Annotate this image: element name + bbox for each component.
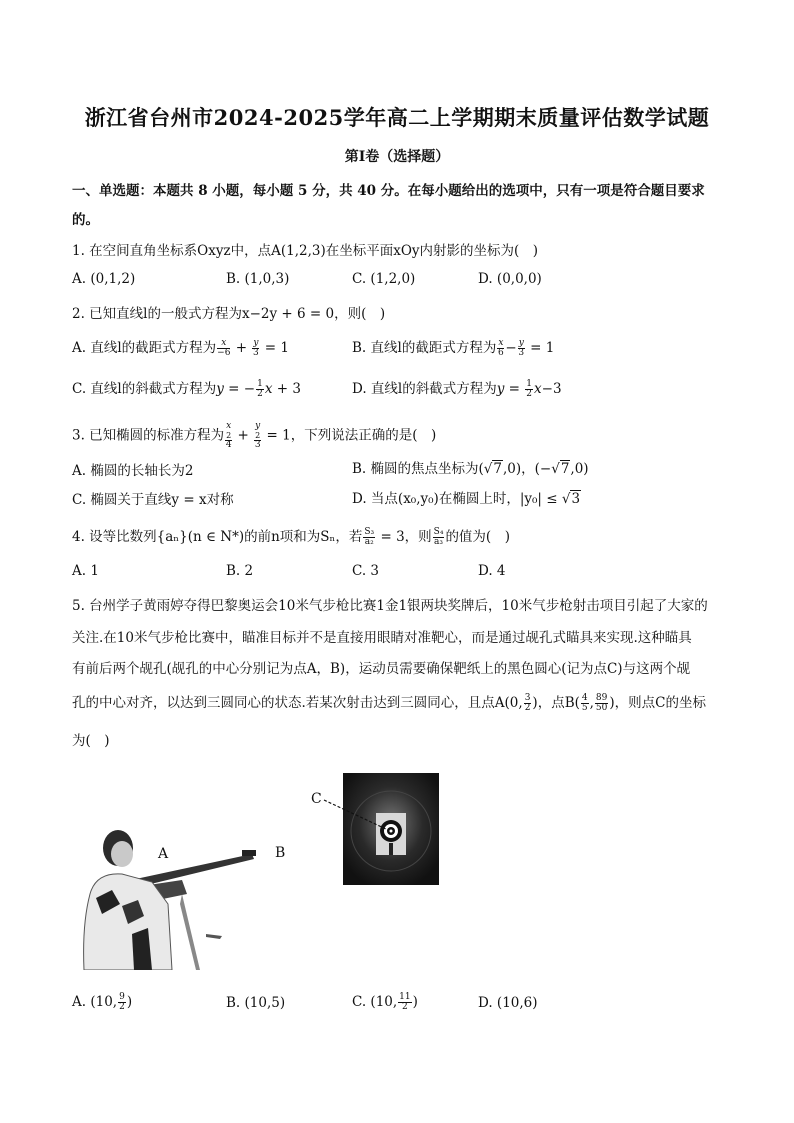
section-heading-line2: 的。 [72,212,99,228]
volume-title: 第Ⅰ卷（选择题） [344,149,450,165]
q3-option-c: C. 椭圆关于直线y = x对称 [72,492,234,508]
q1-option-c: C. (1,2,0) [352,271,416,287]
q2-option-a: A. 直线l的截距式方程为 $\frac{x}{-6}$ + $\frac{y}{3}$ = 1 [72,338,289,358]
section-heading-line1: 一、单选题：本题共 8 小题，每小题 5 分，共 40 分。在每小题给出的选项中，只有一项是符合题目要求 [72,183,705,199]
q2-option-d: D. 直线l的斜截式方程为y = $\frac{1}{2}$ x−3 [352,379,562,399]
shooter-photo [82,824,282,970]
q4-option-b: B. 2 [226,563,254,579]
q3-option-b: B. 椭圆的焦点坐标为(√7,0)，(−√7,0) [352,461,589,477]
pointer-line-c [322,796,392,836]
q4-option-d: D. 4 [478,563,506,579]
q5-stem-line3: 有前后两个觇孔(觇孔的中心分别记为点A，B)，运动员需要确保靶纸上的黑色圆心(记为点C)与这两个觇 [72,661,691,677]
q3-stem: 3. 已知椭圆的标准方程为 x 2 4 + y 2 3 = 1，下列说法正确的是( ) [72,421,437,450]
q5-option-d: D. (10,6) [478,995,538,1011]
q1-stem: 1. 在空间直角坐标系Oxyz中，点A(1,2,3)在坐标平面xOy内射影的坐标为( ) [72,243,539,259]
q5-stem-line5: 为( ) [72,733,110,749]
q5-stem-line4: 孔的中心对齐，以达到三圆同心的状态.若某次射击达到三圆同心，且点A(0, $\frac{3}{2}$ )，点B( $\frac{4}{5}$ , $\frac{89}{50}$ )，则点C的坐标 [72,693,706,713]
page-title: 浙江省台州市2024-2025学年高二上学期期末质量评估数学试题 [84,105,710,130]
figure-label-c: C [311,791,322,807]
q1-option-d: D. (0,0,0) [478,271,542,287]
q3-option-d: D. 当点(x₀,y₀)在椭圆上时，|y₀| ≤ √3 [352,491,581,507]
q4-option-a: A. 1 [72,563,99,579]
q1-option-a: A. (0,1,2) [72,271,136,287]
q2-option-c: C. 直线l的斜截式方程为y = − $\frac{1}{2}$ x + 3 [72,379,301,399]
q4-option-c: C. 3 [352,563,380,579]
q5-stem-line2: 关注.在10米气步枪比赛中，瞄准目标并不是直接用眼睛对准靶心，而是通过觇孔式瞄具来实现.这种瞄具 [72,630,692,646]
q1-option-b: B. (1,0,3) [226,271,290,287]
q5-option-b: B. (10,5) [226,995,286,1011]
q5-option-c: C. (10, $\frac{11}{2}$ ) [352,992,418,1012]
q4-stem: 4. 设等比数列{aₙ}(n ∈ N*)的前n项和为Sₙ，若 $\frac{\text{S₃}}{\text{a₂}}$ = 3，则 $\frac{\text{S₄}}{\text{a₃}}$ 的值为( ) [72,527,510,547]
q5-stem-line1: 5. 台州学子黄雨婷夺得巴黎奥运会10米气步枪比赛1金1银两块奖牌后，10米气步枪射击项目引起了大家的 [72,598,708,614]
figure-label-b: B [275,845,286,861]
figure-label-a: A [158,846,169,862]
q2-option-b: B. 直线l的截距式方程为 $\frac{x}{6}$ − $\frac{y}{3}$ = 1 [352,338,555,358]
q2-stem: 2. 已知直线l的一般式方程为x−2y + 6 = 0，则( ) [72,306,386,322]
q5-option-a: A. (10, $\frac{9}{2}$ ) [72,992,133,1012]
q3-option-a: A. 椭圆的长轴长为2 [72,463,194,479]
